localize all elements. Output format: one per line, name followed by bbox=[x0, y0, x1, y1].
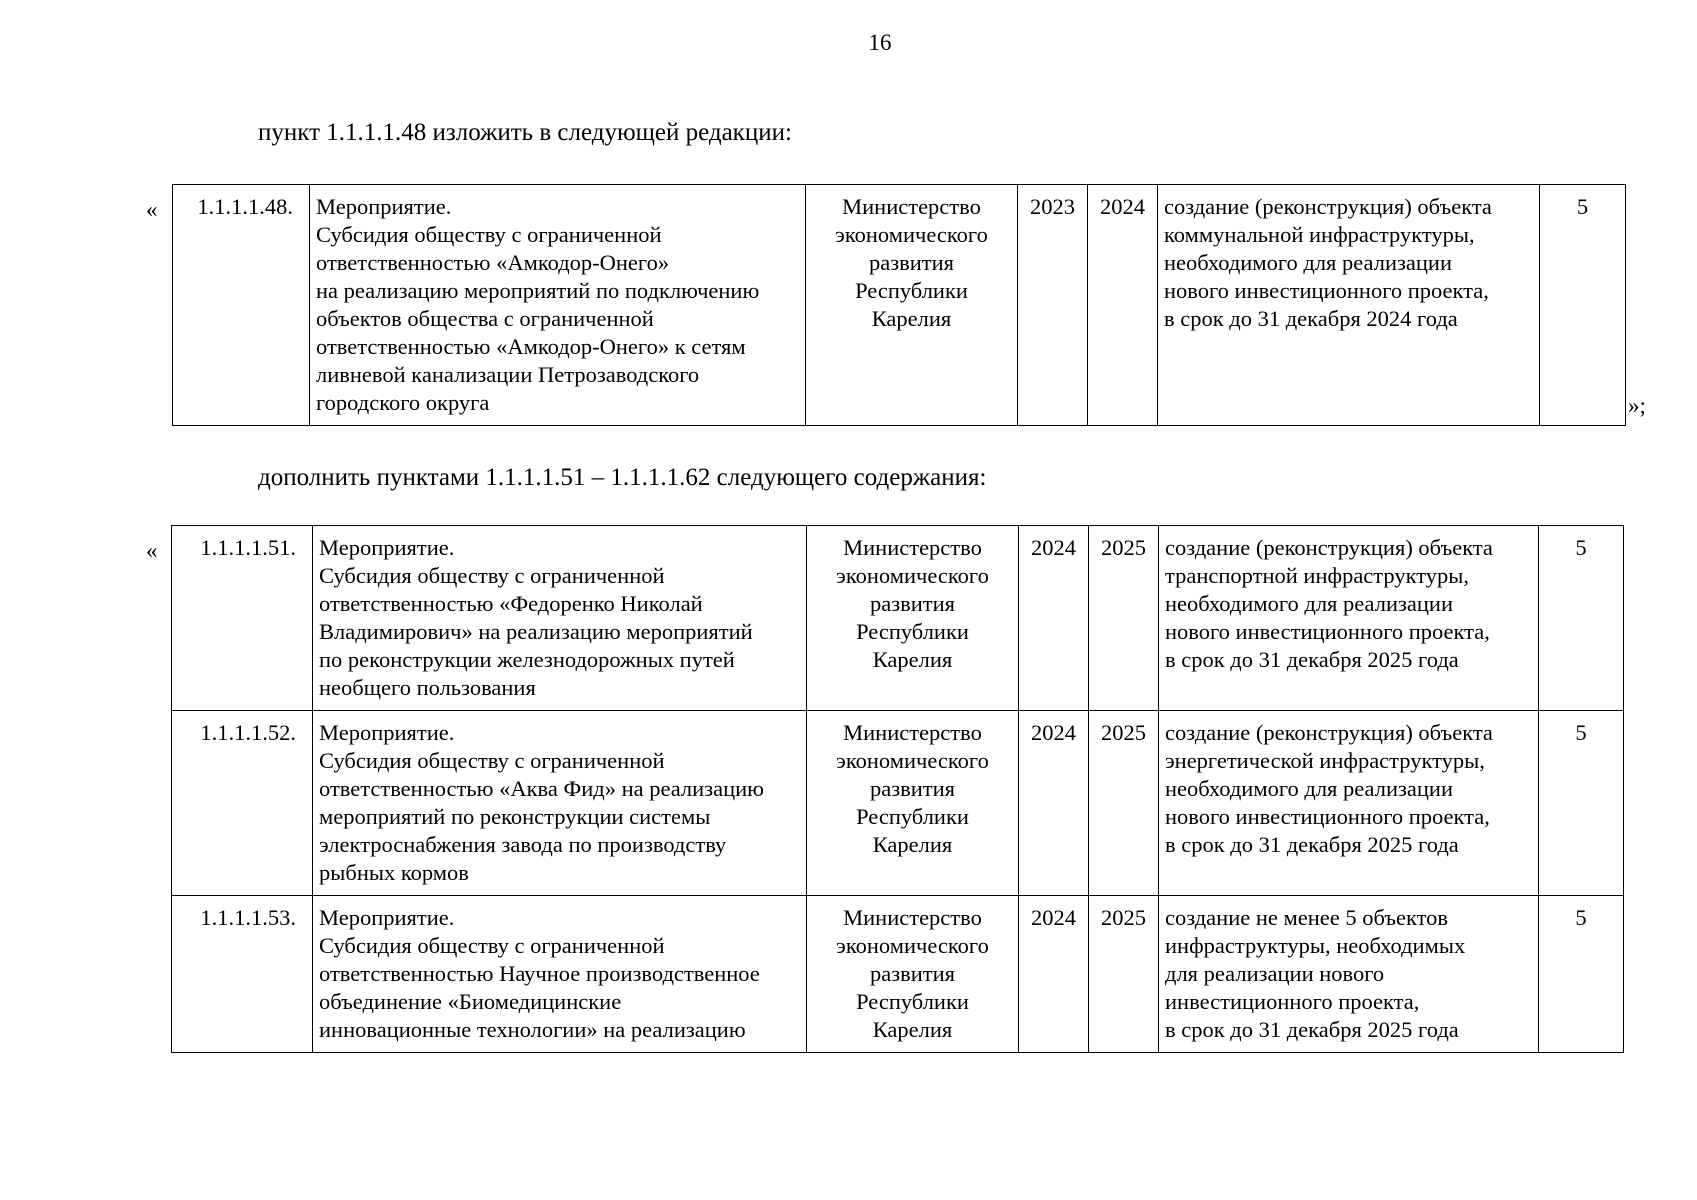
responsible-agency-line: Республики bbox=[856, 989, 969, 1014]
event-description-line: объектов общества с ограниченной bbox=[316, 306, 654, 331]
expected-result-cell bbox=[1159, 526, 1539, 711]
indicator-code-cell: 5 bbox=[1539, 711, 1624, 896]
expected-result-line: нового инвестиционного проекта, bbox=[1165, 804, 1490, 829]
event-description-line: ответственностью «Амкодор-Онего» bbox=[316, 250, 670, 275]
indicator-code-cell: 5 bbox=[1539, 896, 1624, 1053]
event-description-line: Субсидия обществу с ограниченной bbox=[319, 563, 665, 588]
start-year-cell: 2024 bbox=[1019, 711, 1089, 896]
event-description-line: необщего пользования bbox=[319, 675, 536, 700]
item-number-cell: 1.1.1.1.51. bbox=[172, 526, 313, 711]
end-year-cell: 2025 bbox=[1089, 526, 1159, 711]
responsible-agency-line: Карелия bbox=[871, 306, 952, 331]
responsible-agency-line: Министерство bbox=[842, 194, 981, 219]
item-number-cell: 1.1.1.1.48. bbox=[173, 185, 310, 426]
event-description-line: Владимирович» на реализацию мероприятий bbox=[319, 619, 753, 644]
event-description-line: Субсидия обществу с ограниченной bbox=[319, 933, 665, 958]
event-description-line: ответственностью «Аква Фид» на реализацию bbox=[319, 776, 764, 801]
responsible-agency-line: экономического bbox=[835, 222, 988, 247]
responsible-agency-line: Министерство bbox=[843, 905, 982, 930]
responsible-agency-line: развития bbox=[869, 961, 955, 986]
expected-result-line: инфраструктуры, необходимых bbox=[1165, 933, 1466, 958]
paragraph-add-items: дополнить пунктами 1.1.1.1.51 – 1.1.1.1.62 следующего содержания: bbox=[258, 464, 987, 491]
responsible-agency-line: развития bbox=[868, 250, 954, 275]
responsible-agency-line: экономического bbox=[836, 748, 989, 773]
event-description-line: рыбных кормов bbox=[319, 860, 469, 885]
table-item-48 bbox=[172, 184, 1626, 426]
event-description-line: по реконструкции железнодорожных путей bbox=[319, 647, 735, 672]
end-year-cell: 2025 bbox=[1089, 711, 1159, 896]
opening-quote-1: « bbox=[146, 197, 158, 222]
event-description-line: Мероприятие. bbox=[319, 720, 455, 745]
expected-result-line: энергетической инфраструктуры, bbox=[1165, 748, 1485, 773]
event-description-line: на реализацию мероприятий по подключению bbox=[316, 278, 760, 303]
table-row bbox=[173, 185, 1626, 426]
end-year-cell: 2024 bbox=[1088, 185, 1158, 426]
event-description-line: городского округа bbox=[316, 390, 490, 415]
expected-result-cell bbox=[1159, 711, 1539, 896]
expected-result-line: в срок до 31 декабря 2025 года bbox=[1165, 647, 1459, 672]
responsible-agency-line: Республики bbox=[855, 278, 968, 303]
responsible-agency-line: Карелия bbox=[872, 832, 953, 857]
table-row bbox=[172, 711, 1624, 896]
event-description-line: инновационные технологии» на реализацию bbox=[319, 1017, 746, 1042]
indicator-code-cell: 5 bbox=[1539, 526, 1624, 711]
table-row bbox=[172, 526, 1624, 711]
opening-quote-2: « bbox=[146, 538, 158, 563]
event-description-cell bbox=[313, 711, 807, 896]
responsible-agency-line: экономического bbox=[836, 563, 989, 588]
event-description-line: ответственностью Научное производственное bbox=[319, 961, 760, 986]
expected-result-line: инвестиционного проекта, bbox=[1165, 989, 1420, 1014]
event-description-line: ответственностью «Амкодор-Онего» к сетям bbox=[316, 334, 746, 359]
responsible-agency-cell bbox=[807, 711, 1019, 896]
start-year-cell: 2023 bbox=[1018, 185, 1088, 426]
paragraph-replace-item: пункт 1.1.1.1.48 изложить в следующей редакции: bbox=[258, 119, 792, 146]
event-description-cell bbox=[310, 185, 806, 426]
expected-result-line: в срок до 31 декабря 2025 года bbox=[1165, 832, 1459, 857]
page-number: 16 bbox=[868, 30, 892, 55]
expected-result-line: в срок до 31 декабря 2024 года bbox=[1164, 306, 1458, 331]
expected-result-line: необходимого для реализации bbox=[1165, 776, 1453, 801]
event-description-line: Мероприятие. bbox=[319, 905, 455, 930]
expected-result-line: необходимого для реализации bbox=[1165, 591, 1453, 616]
event-description-line: ливневой канализации Петрозаводского bbox=[316, 362, 700, 387]
table-row bbox=[172, 896, 1624, 1053]
responsible-agency-line: Карелия bbox=[872, 647, 953, 672]
responsible-agency-cell bbox=[807, 526, 1019, 711]
expected-result-line: в срок до 31 декабря 2025 года bbox=[1165, 1017, 1459, 1042]
expected-result-line: необходимого для реализации bbox=[1164, 250, 1452, 275]
start-year-cell: 2024 bbox=[1019, 526, 1089, 711]
expected-result-line: коммунальной инфраструктуры, bbox=[1164, 222, 1475, 247]
responsible-agency-line: развития bbox=[869, 776, 955, 801]
event-description-cell bbox=[313, 896, 807, 1053]
event-description-line: объединение «Биомедицинские bbox=[319, 989, 622, 1014]
expected-result-line: нового инвестиционного проекта, bbox=[1164, 278, 1489, 303]
event-description-line: ответственностью «Федоренко Николай bbox=[319, 591, 703, 616]
expected-result-cell bbox=[1158, 185, 1540, 426]
expected-result-line: для реализации нового bbox=[1165, 961, 1385, 986]
item-number-cell: 1.1.1.1.53. bbox=[172, 896, 313, 1053]
indicator-code-cell: 5 bbox=[1540, 185, 1626, 426]
expected-result-line: создание (реконструкция) объекта bbox=[1165, 720, 1493, 745]
start-year-cell: 2024 bbox=[1019, 896, 1089, 1053]
event-description-line: Мероприятие. bbox=[319, 535, 455, 560]
responsible-agency-line: экономического bbox=[836, 933, 989, 958]
table-items-51-53 bbox=[171, 525, 1624, 1053]
event-description-line: Мероприятие. bbox=[316, 194, 452, 219]
responsible-agency-line: Министерство bbox=[843, 720, 982, 745]
event-description-line: Субсидия обществу с ограниченной bbox=[316, 222, 662, 247]
end-year-cell: 2025 bbox=[1089, 896, 1159, 1053]
closing-quote: »; bbox=[1628, 393, 1646, 418]
responsible-agency-cell bbox=[806, 185, 1018, 426]
event-description-line: Субсидия обществу с ограниченной bbox=[319, 748, 665, 773]
event-description-cell bbox=[313, 526, 807, 711]
event-description-line: электроснабжения завода по производству bbox=[319, 832, 727, 857]
expected-result-line: создание (реконструкция) объекта bbox=[1164, 194, 1492, 219]
expected-result-cell bbox=[1159, 896, 1539, 1053]
responsible-agency-line: Республики bbox=[856, 804, 969, 829]
expected-result-line: нового инвестиционного проекта, bbox=[1165, 619, 1490, 644]
expected-result-line: создание (реконструкция) объекта bbox=[1165, 535, 1493, 560]
expected-result-line: создание не менее 5 объектов bbox=[1165, 905, 1449, 930]
responsible-agency-line: Республики bbox=[856, 619, 969, 644]
event-description-line: мероприятий по реконструкции системы bbox=[319, 804, 711, 829]
responsible-agency-line: Министерство bbox=[843, 535, 982, 560]
responsible-agency-cell bbox=[807, 896, 1019, 1053]
expected-result-line: транспортной инфраструктуры, bbox=[1165, 563, 1470, 588]
responsible-agency-line: развития bbox=[869, 591, 955, 616]
item-number-cell: 1.1.1.1.52. bbox=[172, 711, 313, 896]
responsible-agency-line: Карелия bbox=[872, 1017, 953, 1042]
